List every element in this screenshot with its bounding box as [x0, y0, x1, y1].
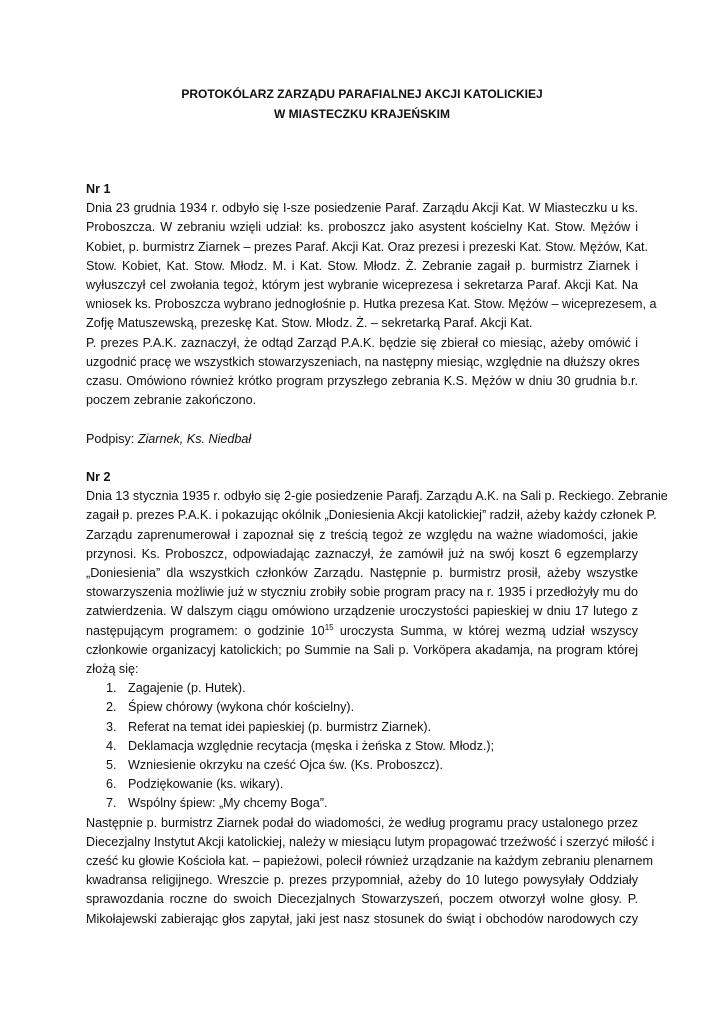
text-line: złożą się: [86, 662, 139, 677]
text-line: poczem zebranie zakończono. [86, 393, 257, 408]
title-line-1: PROTOKÓLARZ ZARZĄDU PARAFIALNEJ AKCJI KATOLICKIEJ [181, 87, 543, 101]
text-line: Dnia 13 stycznia 1935 r. odbyło się 2-gie posiedzenie Parafj. Zarządu A.K. na Sali p. Reckiego. Zebranie [86, 489, 668, 504]
list-item-number: 2. [106, 700, 117, 715]
document-title [0, 84, 724, 124]
list-item-number: 6. [106, 777, 117, 792]
entry-2-paragraph-2 [86, 814, 655, 929]
text-line: zatwierdzenia. W dalszym ciągu omówiono urządzenie uroczystości papieskiej w dniu 17 lutego z [86, 604, 638, 619]
list-item-text: Wspólny śpiew: „My chcemy Boga”. [128, 796, 328, 811]
text-line: zagaił p. prezes P.A.K. i pokazując okólnik „Doniesienia Akcji katolickiej” radził, ażeby każdy członek P. [86, 508, 657, 523]
document-body [86, 180, 668, 929]
text-line: Dnia 23 grudnia 1934 r. odbyło się I-sze posiedzenie Paraf. Zarządu Akcji Kat. W Miasteczku u ks. [86, 201, 638, 216]
text-fragment: następującym programem: o godzinie 10 [86, 623, 325, 638]
entry-2-heading: Nr 2 [86, 470, 111, 485]
text-line: stowarzyszenia możliwie już w styczniu zrobiły sobie program pracy na r. 1935 i przedłożyły mu do [86, 585, 638, 600]
text-line: przynosi. Ks. Proboszcz, odpowiadając zaznaczył, że zamówił już na swój koszt 6 egzemplarzy [86, 546, 638, 561]
text-line: sprawozdania roczne do swoich Diecezjalnych Stowarzyszeń, poczem otworzył wolne głosy. P. [86, 892, 638, 907]
list-item [86, 756, 638, 775]
signatures-names: Ziarnek, Ks. Niedbał [137, 431, 252, 446]
list-item [86, 775, 638, 794]
text-line: uzgodnić pracę we wszystkich stowarzyszeniach, na następny miesiąc, względnie na dłuższy okres [86, 354, 640, 369]
list-item [86, 679, 638, 698]
text-line: P. prezes P.A.K. zaznaczył, że odtąd Zarząd P.A.K. będzie się zbierał co miesiąc, ażeby omówić i [86, 335, 638, 350]
spacer [86, 449, 638, 468]
list-item [86, 737, 638, 756]
title-line-2: W MIASTECZKU KRAJEŃSKIM [274, 107, 450, 121]
text-line: „Doniesienia” dla wszystkich członków Zarządu. Następnie p. burmistrz prosił, ażeby wszystke [86, 566, 638, 581]
text-line: członkowie organizacyj katolickich; po Summie na Sali p. Vorköpera akadamja, na program której [86, 642, 638, 657]
list-item-number: 7. [106, 796, 117, 811]
program-list [86, 679, 638, 813]
signatures-label: Podpisy: [86, 431, 138, 446]
list-item [86, 718, 638, 737]
entry-1-paragraph-2 [86, 334, 638, 411]
text-line: Zarządu zaprenumerował i zapoznał się z treścią tegoż ze względu na ważne wiadomości, jakie [86, 527, 638, 542]
text-line: Kobiet, p. burmistrz Ziarnek – prezes Paraf. Akcji Kat. Oraz prezesi i prezeski Kat. Stow. Mężów, Kat. [86, 239, 649, 254]
text-line: wniosek ks. Proboszcza wybrano jednogłośnie p. Hutka prezesa Kat. Stow. Mężów – wiceprezesem, a [86, 297, 657, 312]
text-fragment: uroczysta Summa, w której wezmą udział wszyscy [333, 623, 639, 638]
list-item [86, 698, 638, 717]
text-line-with-superscript [86, 622, 638, 641]
entry-2-paragraph-1 [86, 487, 668, 679]
entry-1-heading: Nr 1 [86, 182, 111, 196]
list-item [86, 794, 638, 813]
list-item-number: 1. [106, 681, 117, 696]
list-item-text: Wzniesienie okrzyku na cześć Ojca św. (Ks. Proboszcz). [128, 758, 443, 773]
text-line: Stow. Kobiet, Kat. Stow. Młodz. M. i Kat. Stow. Młodz. Ż. Zebranie zagaił p. burmistrz Ziarnek i [86, 258, 638, 273]
list-item-text: Zagajenie (p. Hutek). [128, 681, 246, 696]
text-line: Proboszcza. W zebraniu wzięli udział: ks. proboszcz jako asystent kościelny Kat. Stow. Mężów i [86, 220, 638, 235]
text-line: Zofję Matuszewską, prezeskę Kat. Stow. Młodz. Ż. – sekretarką Paraf. Akcji Kat. [86, 316, 533, 331]
list-item-text: Deklamacja względnie recytacja (męska i żeńska z Stow. Młodz.); [128, 738, 495, 753]
text-line: Mikołajewski zabierając głos zapytał, jaki jest nasz stosunek do świąt i obchodów narodowych czy [86, 911, 638, 926]
spacer [86, 410, 638, 429]
text-line: wyłuszczył cel zwołania tegoż, którym jest wybranie wiceprezesa i sekretarza Paraf. Akcji Kat. Na [86, 278, 638, 293]
list-item-number: 3. [106, 719, 117, 734]
list-item-number: 5. [106, 758, 117, 773]
entry-1-paragraph-1 [86, 199, 657, 333]
text-line: czasu. Omówiono również krótko program przyszłego zebrania K.S. Mężów w dniu 30 grudnia b.r. [86, 374, 638, 389]
list-item-number: 4. [106, 738, 117, 753]
list-item-text: Śpiew chórowy (wykona chór kościelny). [128, 700, 355, 715]
text-line: Diecezjalny Instytut Akcji katolickiej, należy w miesiącu lutym propagować trzeźwość i szerzyć miłość i [86, 834, 655, 849]
text-line: Następnie p. burmistrz Ziarnek podał do wiadomości, że według programu pracy ustalonego przez [86, 815, 638, 830]
superscript-minutes: 15 [324, 622, 334, 632]
signatures [86, 430, 638, 449]
text-line: cześć ku głowie Kościoła kat. – papieżowi, polecił również urządzanie na każdym zebraniu plenarnem [86, 854, 654, 869]
list-item-text: Referat na temat idei papieskiej (p. burmistrz Ziarnek). [128, 719, 432, 734]
text-line: kwadransa religijnego. Wreszcie p. prezes przypomniał, ażeby do 10 lutego powysyłały Oddziały [86, 873, 638, 888]
list-item-text: Podziękowanie (ks. wikary). [128, 777, 284, 792]
